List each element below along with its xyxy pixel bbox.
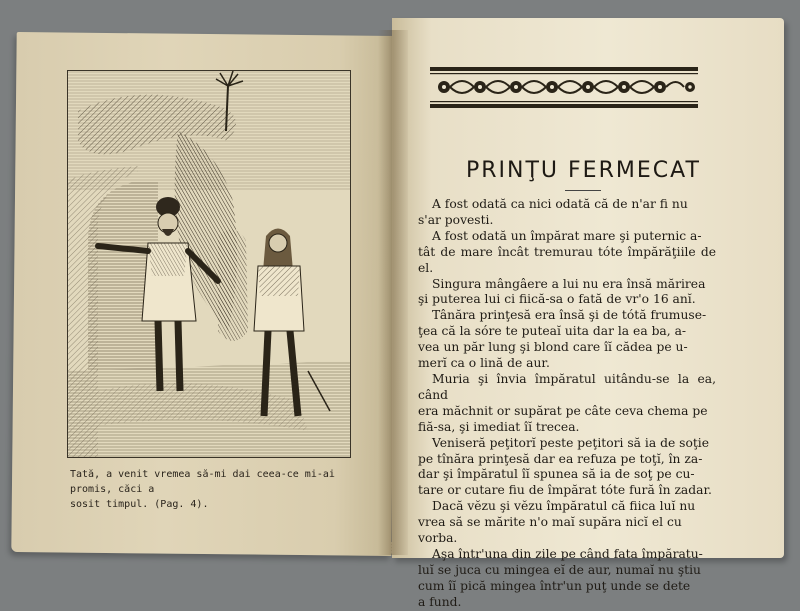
text-line: Tânăra prinţesă era însă şi de tótă frumuse- (432, 308, 707, 323)
chapter-title: PRINŢU FERMECAT (466, 158, 701, 183)
engraving-illustration (67, 70, 351, 458)
text-line: dar şi împăratul îĭ spunea să ia de soţ pe cu- (418, 467, 695, 482)
text-line: Dacă vĕzu şi vĕzu împăratul că fiica luĭ nu (432, 499, 696, 514)
text-line: tât de mare încât tremurau tóte împărăţiile de el. (418, 244, 716, 275)
text-line: şi puterea lui ci fiică-sa o fată de vr'o 16 anĭ. (418, 292, 696, 307)
caption-line-1: Tată, a venit vremea să-mi dai ceea-ce mi-ai promis, căci a (70, 469, 335, 495)
text-line: vorba. (418, 531, 458, 546)
chapter-body (418, 197, 716, 611)
text-line: Muria şi învia împăratul uitându-se la ea, când (418, 371, 716, 402)
text-line: vrea să se mărite n'o maĭ supăra nicĭ el cu (418, 515, 682, 530)
text-line: fiă-sa, şi imediat îĭ trecea. (418, 419, 580, 434)
text-line: merĭ ca o lină de aur. (418, 356, 550, 371)
illustration-caption (70, 467, 370, 512)
text-line: A fost odată un împărat mare şi puternic a- (432, 228, 702, 243)
floral-border-icon (430, 65, 698, 109)
text-line: Veniseră peţitorĭ peste peţitori să ia de soţie (432, 435, 709, 450)
text-line: Aşa într'una din zile pe când fata împăratu- (432, 546, 703, 561)
text-line: luĭ se juca cu mingea eĭ de aur, numaĭ nu ştiu (418, 562, 701, 577)
text-line: A fost odată ca nici odată că de n'ar fi nu (432, 197, 688, 211)
engraving-drawing (68, 71, 350, 457)
floral-border-ornament (430, 65, 698, 109)
text-line: vea un păr lung şi blond care îĭ cădea pe u- (418, 340, 688, 355)
title-rule (565, 190, 601, 191)
text-line: ţea că la sóre te puteaĭ uita dar la ea ba, a- (418, 324, 687, 339)
text-line: a fund. (418, 594, 462, 609)
text-line: Singura mângâere a lui nu era însă mărirea (432, 276, 706, 291)
caption-line-2: sosit timpul. (Pag. 4). (70, 499, 209, 510)
text-line: era măchnit or supărat pe câte ceva chema pe (418, 403, 708, 418)
text-line: tare or cutare fiu de împărat tóte fură în zadar. (418, 483, 712, 498)
text-line: cum îĭ pică mingea într'un puţ unde se dete (418, 578, 691, 593)
text-line: s'ar povesti. (418, 212, 494, 227)
text-line: pe tînăra prinţesă dar ea refuza pe toţĭ, în za- (418, 451, 703, 466)
